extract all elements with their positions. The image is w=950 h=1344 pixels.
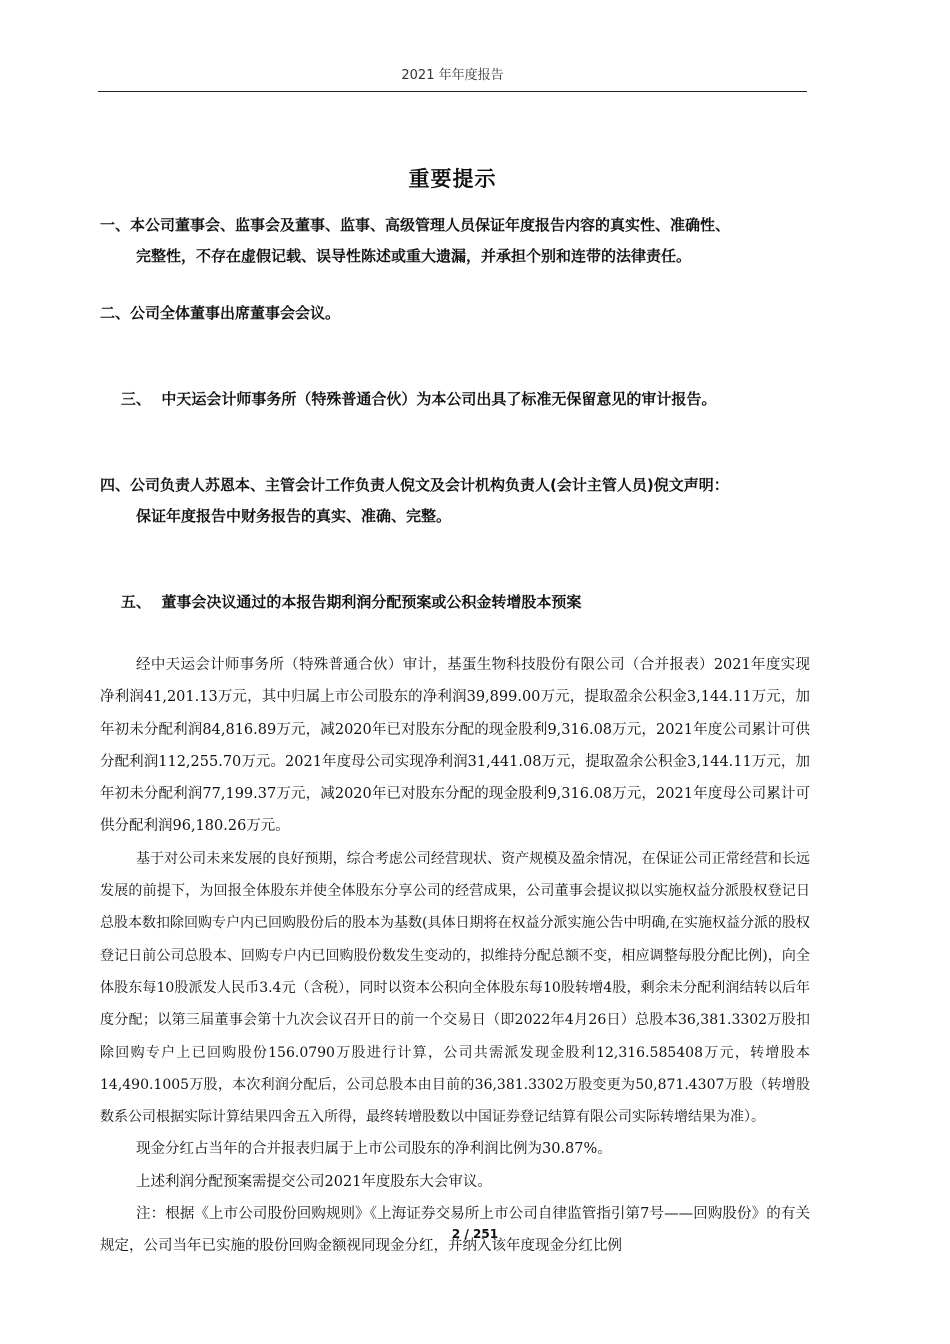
cash-dividend-ratio-paragraph: 现金分红占当年的合并报表归属于上市公司股东的净利润比例为30.87%。 [136,1141,612,1158]
item-number: 三、 [120,390,151,408]
item-number: 一、 [100,216,131,234]
page-number: 2 / 251 [451,1227,499,1241]
item-text-continued: 完整性，不存在虚假记载、误导性陈述或重大遗漏，并承担个别和连带的法律责任。 [136,247,692,265]
item-number: 五、 [120,593,151,611]
page-header [98,64,807,92]
notice-item-3 [100,353,810,446]
item-number: 四、 [100,476,131,494]
notice-item-1 [100,210,810,272]
item-text: 公司全体董事出席董事会会议。 [130,304,341,322]
item-text: 董事会决议通过的本报告期利润分配预案或公积金转增股本预案 [150,593,582,611]
audit-profit-paragraph: 经中天运会计师事务所（特殊普通合伙）审计，基蛋生物科技股份有限公司（合并报表）2021年度实现净利润41,201.13万元，其中归属上市公司股东的净利润39,899.00万元，提取盈余公积金3,144.11万元，加年初未分配利润84,816.89万元，减2020年已对股东分配的现金股利9,316.08万元，2021年度公司累计可供分配利润112,255.70万元。2021年度母公司实现净利润31,441.08万元，提取盈余公积金3,144.11万元，加年初未分配利润77,199.37万元，减2020年已对股东分配的现金股利9,316.08万元，2021年度母公司累计可供分配利润96,180.26万元。 [100,657,810,835]
header-text: 2021 年年度报告 [401,68,504,83]
item-text-continued: 保证年度报告中财务报告的真实、准确、完整。 [136,507,452,525]
item-text: 公司负责人苏恩本、主管会计工作负责人倪文及会计机构负责人(会计主管人员)倪文声明： [130,476,729,494]
document-body [100,210,810,1263]
notice-item-2 [100,298,810,329]
distribution-plan-paragraph: 基于对公司未来发展的良好预期，综合考虑公司经营现状、资产规模及盈余情况，在保证公司正常经营和长远发展的前提下，为回报全体股东并使全体股东分享公司的经营成果，公司董事会提议拟以实施权益分派股权登记日总股本数扣除回购专户内已回购股份后的股本为基数(具体日期将在权益分派实施公告中明确,在实施权益分派的股权登记日前公司总股本、回购专户内已回购股份数发生变动的，拟维持分配总额不变，相应调整每股分配比例)，向全体股东每10股派发人民币3.4元（含税），同时以资本公积向全体股东每10股转增4股，剩余未分配利润结转以后年度分配；以第三届董事会第十九次会议召开日的前一个交易日（即2022年4月26日）总股本36,381.3302万股扣除回购专户上已回购股份156.0790万股进行计算，公司共需派发现金股利12,316.585408万元，转增股本14,490.1005万股，本次利润分配后，公司总股本由目前的36,381.3302万股变更为50,871.4307万股（转增股数系公司根据实际计算结果四舍五入所得，最终转增股数以中国证券登记结算有限公司实际转增结果为准）。 [100,850,810,1126]
note-paragraph: 注：根据《上市公司股份回购规则》《上海证券交易所上市公司自律监管指引第7号——回购股份》的有关规定，公司当年已实施的股份回购金额视同现金分红，并纳入该年度现金分红比例 [100,1206,810,1255]
page-title: 重要提示 [408,167,497,191]
item-text: 中天运会计师事务所（特殊普通合伙）为本公司出具了标准无保留意见的审计报告。 [150,390,717,408]
notice-item-4 [100,470,810,532]
notice-item-5 [100,556,810,649]
item-text: 本公司董事会、监事会及董事、监事、高级管理人员保证年度报告内容的真实性、准确性、 [130,216,731,234]
item-number: 二、 [100,304,131,322]
shareholder-approval-paragraph: 上述利润分配预案需提交公司2021年度股东大会审议。 [136,1173,492,1190]
